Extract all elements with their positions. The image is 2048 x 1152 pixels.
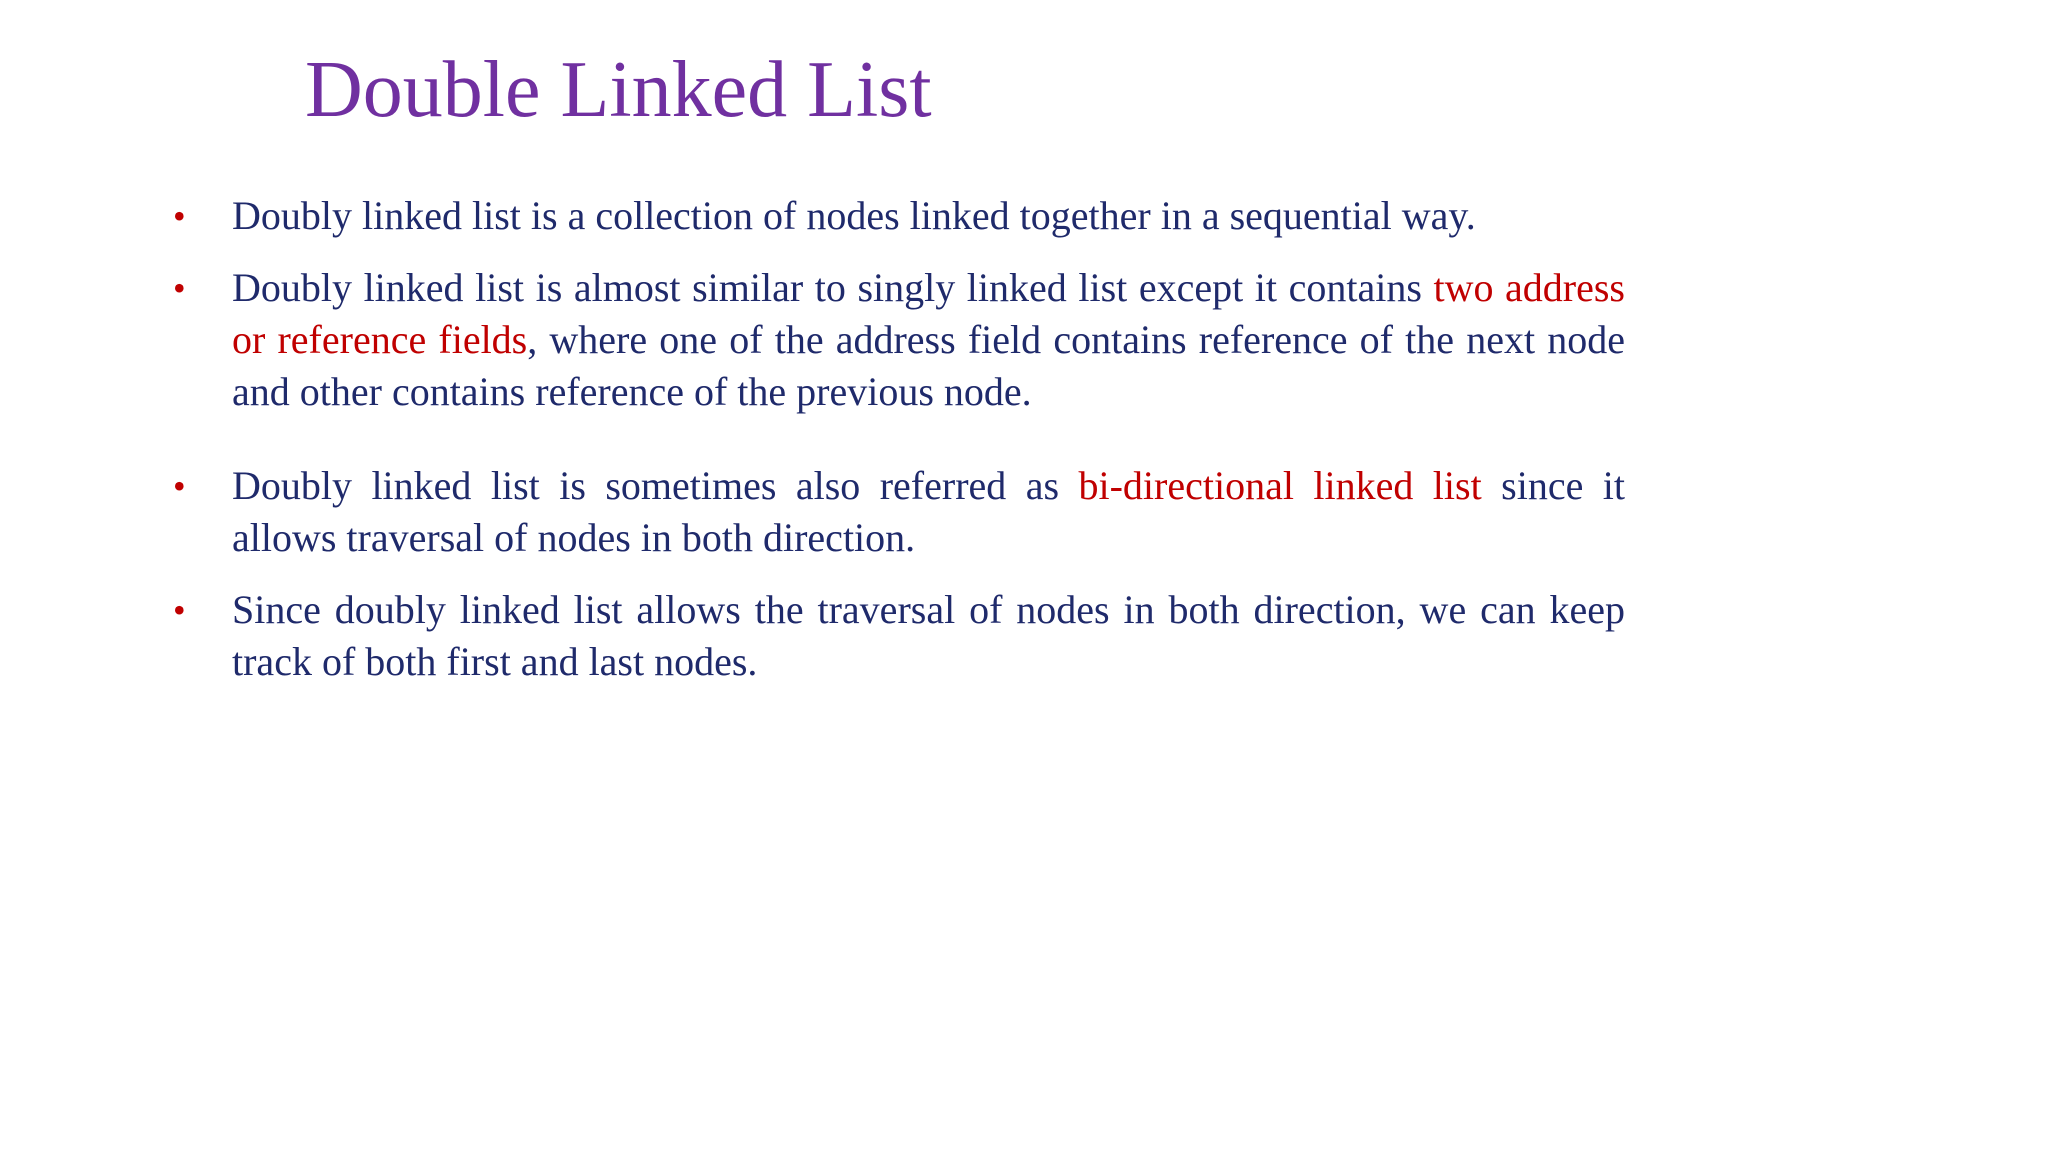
bullet-item-address-fields [165,262,1625,418]
bullet-text-segment: Doubly linked list is almost similar to singly linked list except it contains [232,265,1434,310]
bullet-item-collection [165,190,1625,242]
bullet-marker: • [173,466,186,506]
slide-title: Double Linked List [305,46,932,134]
bullet-marker: • [173,590,186,630]
bullet-text [232,584,1625,688]
bullet-marker: • [173,268,186,308]
bullet-marker: • [173,196,186,236]
bullet-item-track-nodes [165,584,1625,688]
bullet-text [232,190,1625,242]
highlighted-term: two address or reference fields [232,265,1626,362]
bullet-text [232,262,1625,418]
highlighted-term: bi-directional linked list [1078,463,1482,508]
bullet-text-segment: Since doubly linked list allows the traversal of nodes in both direction, we can keep track of both first and last nodes. [232,587,1625,684]
bullet-text [232,460,1625,564]
bullet-text-segment: since it allows traversal of nodes in both direction. [232,463,1625,560]
bullet-text-segment: Doubly linked list is a collection of nodes linked together in a sequential way. [232,193,1476,238]
bullet-item-bidirectional [165,460,1625,564]
bullet-list [165,0,1625,1152]
bullet-text-segment: , where one of the address field contains reference of the next node and other contains reference of the previous node. [232,317,1625,414]
bullet-text-segment: Doubly linked list is sometimes also referred as [232,463,1079,508]
